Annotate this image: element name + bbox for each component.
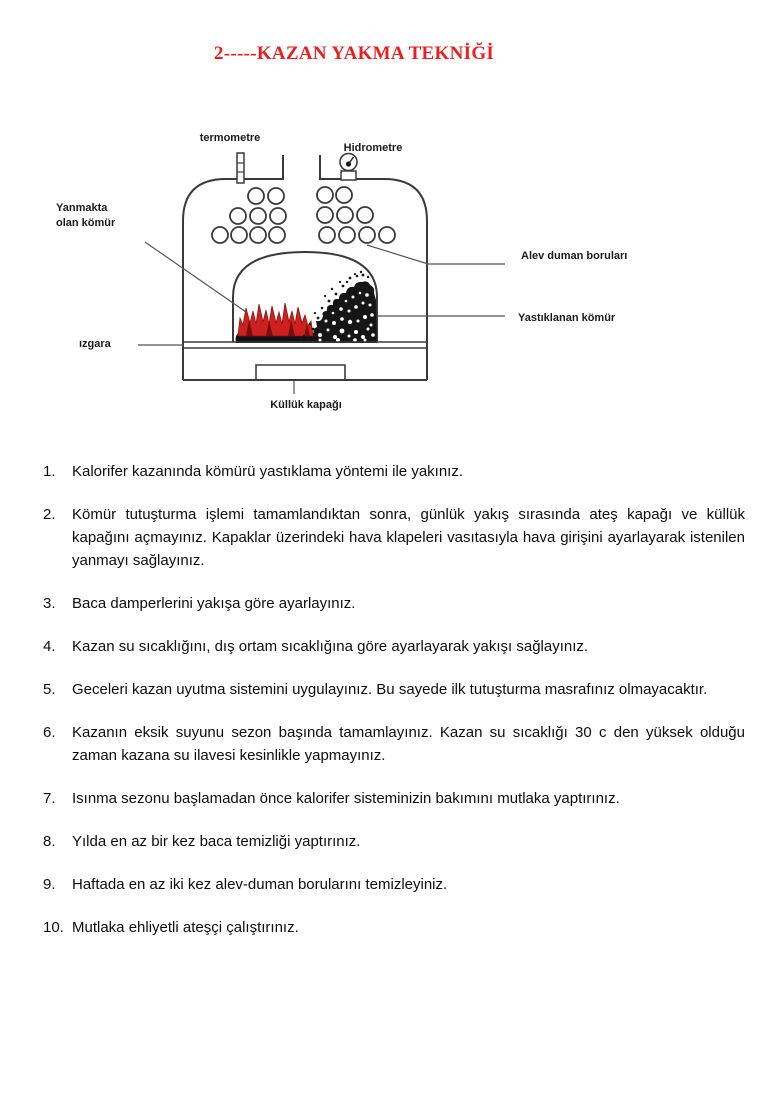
flue-tubes: [212, 187, 395, 243]
item-number: 4.: [43, 638, 56, 655]
label-hidrometre: Hidrometre: [343, 142, 403, 154]
label-yanmakta-olan-komur: [56, 201, 115, 231]
item-text: Isınma sezonu başlamadan önce kalorifer sisteminizin bakımını mutlaka yaptırınız.: [72, 790, 620, 807]
item-text: Mutlaka ehliyetli ateşçi çalıştırınız.: [72, 919, 299, 936]
label-yanmakta-line1: Yanmakta: [56, 202, 108, 214]
leader-yanmakta: [145, 242, 246, 312]
list-item: [43, 787, 745, 810]
item-text: Kalorifer kazanında kömürü yastıklama yöntemi ile yakınız.: [72, 463, 464, 480]
item-number: 7.: [43, 790, 56, 807]
list-item: [43, 678, 745, 701]
list-item: [43, 503, 745, 572]
item-number: 10.: [43, 919, 64, 936]
list-item: [43, 592, 745, 615]
item-text: Yılda en az bir kez baca temizliği yaptırınız.: [72, 833, 361, 850]
list-item: [43, 721, 745, 767]
item-number: 3.: [43, 595, 56, 612]
item-text: Baca damperlerini yakışa göre ayarlayınız.: [72, 595, 356, 612]
label-kulluk-kapagi: Küllük kapağı: [270, 399, 342, 411]
label-yanmakta-line2: olan kömür: [56, 217, 116, 229]
item-text: Kazanın eksik suyunu sezon başında tamamlayınız. Kazan su sıcaklığı 30 c den yüksek olduğu zaman kazana su ilavesi kesinlikle yapmayınız.: [72, 724, 745, 764]
label-yastiklanan-komur: Yastıklanan kömür: [518, 312, 616, 324]
item-number: 2.: [43, 506, 56, 523]
label-termometre: termometre: [199, 132, 261, 144]
list-item: [43, 916, 745, 939]
label-alev-duman-borulari: Alev duman boruları: [521, 250, 628, 262]
hydrometer-icon: [340, 154, 357, 181]
leader-alev: [367, 245, 505, 264]
item-text: Kömür tutuşturma işlemi tamamlandıktan sonra, günlük yakış sırasında ateş kapağı ve küllük kapağını açmayınız. Kapaklar üzerindeki hava klapeleri vasıtasıyla hava girişini ayarlayarak istenilen yanmayı sağlayınız.: [72, 506, 745, 569]
item-text: Geceleri kazan uyutma sistemini uygulayınız. Bu sayede ilk tutuşturma masrafınız olmayacaktır.: [72, 681, 708, 698]
item-number: 8.: [43, 833, 56, 850]
list-item: [43, 460, 745, 483]
list-item: [43, 873, 745, 896]
instruction-list: [43, 460, 745, 959]
item-text: Haftada en az iki kez alev-duman borularını temizleyiniz.: [72, 876, 448, 893]
item-number: 5.: [43, 681, 56, 698]
boiler-diagram: [0, 0, 770, 445]
list-item: [43, 830, 745, 853]
item-number: 9.: [43, 876, 56, 893]
list-item: [43, 635, 745, 658]
item-text: Kazan su sıcaklığını, dış ortam sıcaklığına göre ayarlayarak yakışı sağlayınız.: [72, 638, 589, 655]
ash-door: [256, 365, 345, 380]
thermometer-icon: [237, 153, 244, 183]
item-number: 6.: [43, 724, 56, 741]
page-title: 2-----KAZAN YAKMA TEKNİĞİ: [213, 43, 495, 64]
label-izgara: ızgara: [79, 338, 111, 350]
item-number: 1.: [43, 463, 56, 480]
boiler-diagram-figure: [50, 125, 670, 437]
